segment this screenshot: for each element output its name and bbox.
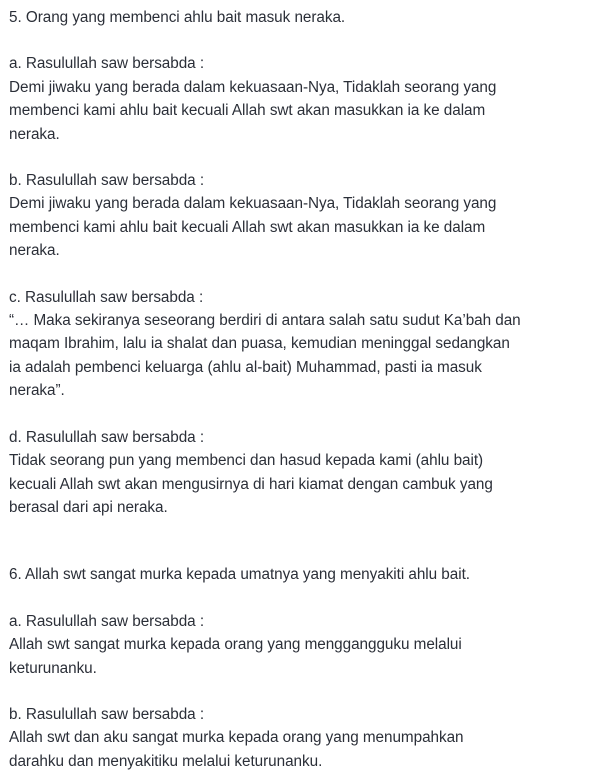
item-spacer	[9, 146, 608, 169]
hadith-item	[9, 286, 608, 403]
document-content	[9, 6, 608, 773]
section-spacer	[9, 519, 608, 563]
hadith-text-line: neraka.	[9, 125, 60, 143]
hadith-text-line: neraka”.	[9, 382, 65, 400]
hadith-item-body	[9, 726, 608, 773]
hadith-text-line: ia adalah pembenci keluarga (ahlu al-bait) Muhammad, pasti ia masuk	[9, 358, 482, 376]
hadith-text-line: kecuali Allah swt akan mengusirnya di hari kiamat dengan cambuk yang	[9, 475, 493, 493]
hadith-text-line: Allah swt dan aku sangat murka kepada orang yang menumpahkan	[9, 729, 464, 747]
hadith-item-body	[9, 633, 608, 680]
hadith-text-line: membenci kami ahlu bait kecuali Allah swt akan masukkan ia ke dalam	[9, 102, 486, 120]
hadith-item	[9, 703, 608, 773]
item-spacer	[9, 587, 608, 610]
hadith-item-label: a. Rasulullah saw bersabda :	[9, 55, 205, 73]
hadith-item-label: b. Rasulullah saw bersabda :	[9, 705, 205, 723]
hadith-text-line: Demi jiwaku yang berada dalam kekuasaan-Nya, Tidaklah seorang yang	[9, 78, 497, 96]
hadith-text-line: darahku dan menyakitiku melalui keturunanku.	[9, 752, 323, 770]
hadith-text-line: maqam Ibrahim, lalu ia shalat dan puasa, kemudian meninggal sedangkan	[9, 335, 510, 353]
hadith-text-line: berasal dari api neraka.	[9, 498, 168, 516]
document-section	[9, 563, 608, 773]
hadith-item-body	[9, 449, 608, 519]
hadith-item-label: b. Rasulullah saw bersabda :	[9, 172, 205, 190]
document-section	[9, 6, 608, 519]
hadith-item-label: c. Rasulullah saw bersabda :	[9, 288, 204, 306]
hadith-item-label: a. Rasulullah saw bersabda :	[9, 612, 205, 630]
item-spacer	[9, 29, 608, 52]
hadith-text-line: neraka.	[9, 242, 60, 260]
hadith-item	[9, 169, 608, 263]
hadith-item-body	[9, 76, 608, 146]
hadith-item-body	[9, 192, 608, 262]
item-spacer	[9, 403, 608, 426]
hadith-text-line: Tidak seorang pun yang membenci dan hasud kepada kami (ahlu bait)	[9, 452, 484, 470]
hadith-item-body	[9, 309, 608, 403]
section-heading: 5. Orang yang membenci ahlu bait masuk neraka.	[9, 9, 346, 26]
item-spacer	[9, 680, 608, 703]
hadith-text-line: Demi jiwaku yang berada dalam kekuasaan-Nya, Tidaklah seorang yang	[9, 195, 497, 213]
hadith-text-line: “… Maka sekiranya seseorang berdiri di antara salah satu sudut Ka’bah dan	[9, 312, 521, 330]
hadith-text-line: keturunanku.	[9, 659, 97, 677]
hadith-item	[9, 610, 608, 680]
item-spacer	[9, 263, 608, 286]
hadith-text-line: Allah swt sangat murka kepada orang yang menggangguku melalui	[9, 636, 462, 654]
hadith-text-line: membenci kami ahlu bait kecuali Allah swt akan masukkan ia ke dalam	[9, 218, 486, 236]
hadith-item-label: d. Rasulullah saw bersabda :	[9, 428, 205, 446]
hadith-item	[9, 52, 608, 146]
section-heading: 6. Allah swt sangat murka kepada umatnya yang menyakiti ahlu bait.	[9, 566, 470, 584]
hadith-item	[9, 426, 608, 520]
